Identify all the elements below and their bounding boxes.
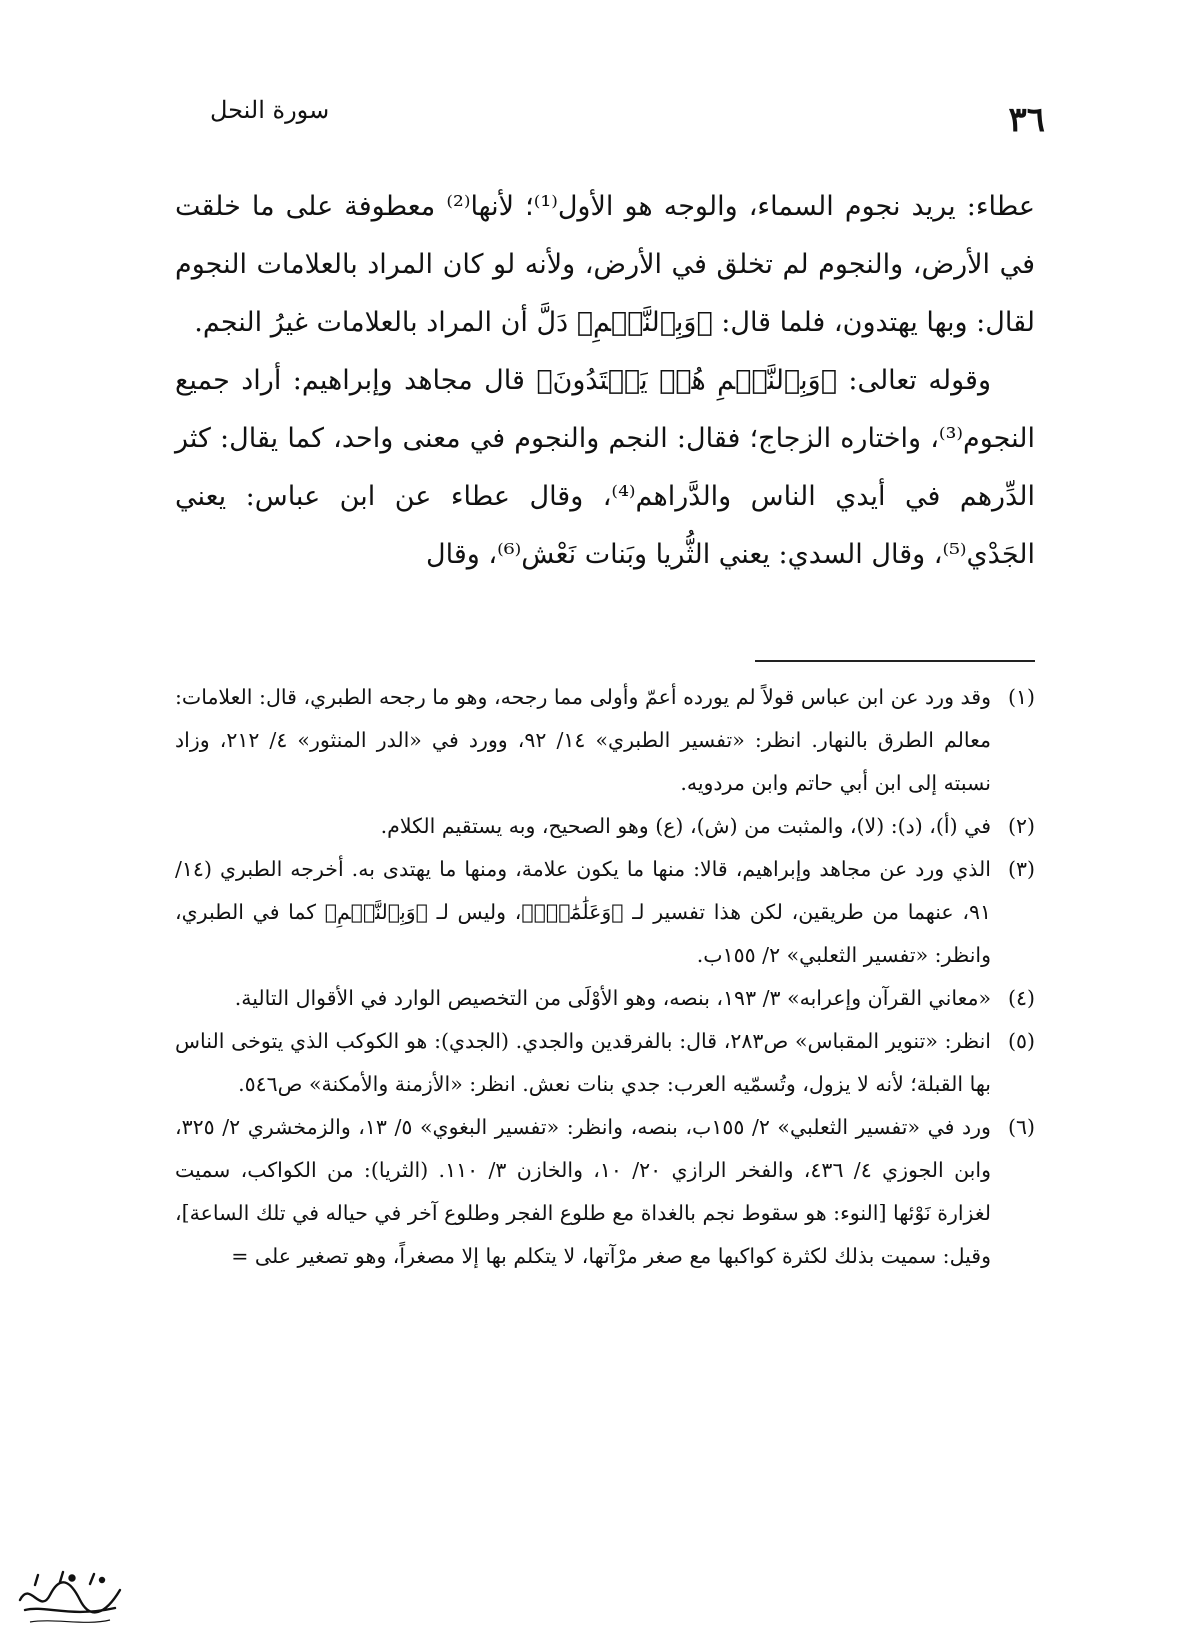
main-text [175, 178, 1035, 584]
footnote-number: (٤) [1007, 986, 1035, 1010]
page-header [140, 96, 1045, 156]
footnotes [175, 676, 1035, 1278]
publisher-logo [10, 1560, 130, 1630]
footnote-number: (٦) [1007, 1115, 1035, 1139]
footnote-number: (٣) [1007, 857, 1035, 881]
footnote-5 [175, 1020, 1035, 1106]
surah-title: سورة النحل [210, 96, 330, 124]
footnote-number: (١) [1007, 685, 1035, 709]
footnote-2 [175, 805, 1035, 848]
footnote-text: «معاني القرآن وإعرابه» ٣/ ١٩٣، بنصه، وهو الأوْلَى من التخصيص الوارد في الأقوال التالية. [234, 986, 991, 1010]
footnote-number: (٢) [1007, 814, 1035, 838]
main-paragraph-1: عطاء: يريد نجوم السماء، والوجه هو الأول⁽¹⁾؛ لأنها⁽²⁾ معطوفة على ما خلقت في الأرض، والنجوم لم تخلق في الأرض، ولأنه لو كان المراد بالعلامات النجوم لقال: وبها يهتدون، فلما قال: ﴿وَبِٱلنَّجۡمِ﴾ دَلَّ أن المراد بالعلامات غيرُ النجم. [175, 191, 1036, 338]
footnote-number: (٥) [1007, 1029, 1035, 1053]
main-paragraph-2: وقوله تعالى: ﴿وَبِٱلنَّجۡمِ هُمۡ يَهۡتَدُونَ﴾ قال مجاهد وإبراهيم: أراد جميع النجوم⁽³⁾، واختاره الزجاج؛ فقال: النجم والنجوم في معنى واحد، كما يقال: كثر الدِّرهم في أيدي الناس والدَّراهم⁽⁴⁾، وقال عطاء عن ابن عباس: يعني الجَدْي⁽⁵⁾، وقال السدي: يعني الثُّريا وبَنات نَعْش⁽⁶⁾، وقال [175, 365, 1035, 570]
footnote-3 [175, 848, 1035, 977]
footnote-1 [175, 676, 1035, 805]
page-number: ٣٦ [1008, 100, 1045, 140]
footnote-text: وقد ورد عن ابن عباس قولاً لم يورده أعمّ وأولى مما رجحه، وهو ما رجحه الطبري، قال: العلامات: معالم الطرق بالنهار. انظر: «تفسير الطبري» ١٤/ ٩٢، وورد في «الدر المنثور» ٤/ ٢١٢، وزاد نسبته إلى ابن أبي حاتم وابن مردويه. [175, 685, 991, 795]
footnote-text: في (أ)، (د): (لا)، والمثبت من (ش)، (ع) وهو الصحيح، وبه يستقيم الكلام. [380, 814, 991, 838]
footnote-6 [175, 1106, 1035, 1278]
footnote-separator [755, 660, 1035, 662]
footnote-text: الذي ورد عن مجاهد وإبراهيم، قالا: منها ما يكون علامة، ومنها ما يهتدى به. أخرجه الطبري (١٤/ ٩١، عنهما من طريقين، لكن هذا تفسير لـ ﴿وَعَلَٰمَٰتٍۚ﴾، وليس لـ ﴿وَبِٱلنَّجۡمِ﴾ كما في الطبري، وانظر: «تفسير الثعلبي» ٢/ ١٥٥ب. [175, 857, 991, 967]
footnote-text: انظر: «تنوير المقباس» ص٢٨٣، قال: بالفرقدين والجدي. (الجدي): هو الكوكب الذي يتوخى الناس بها القبلة؛ لأنه لا يزول، وتُسمّيه العرب: جدي بنات نعش. انظر: «الأزمنة والأمكنة» ص٥٤٦. [175, 1029, 991, 1096]
footnote-text: ورد في «تفسير الثعلبي» ٢/ ١٥٥ب، بنصه، وانظر: «تفسير البغوي» ٥/ ١٣، والزمخشري ٢/ ٣٢٥، وابن الجوزي ٤/ ٤٣٦، والفخر الرازي ٢٠/ ١٠، والخازن ٣/ ١١٠. (الثريا): من الكواكب، سميت لغزارة نَوْئها [النوء: هو سقوط نجم بالغداة مع طلوع الفجر وطلوع آخر في حياله في تلك الساعة]، وقيل: سميت بذلك لكثرة كواكبها مع صغر مرْآتها، لا يتكلم بها إلا مصغراً، وهو تصغير على = [175, 1115, 991, 1268]
footnote-4 [175, 977, 1035, 1020]
